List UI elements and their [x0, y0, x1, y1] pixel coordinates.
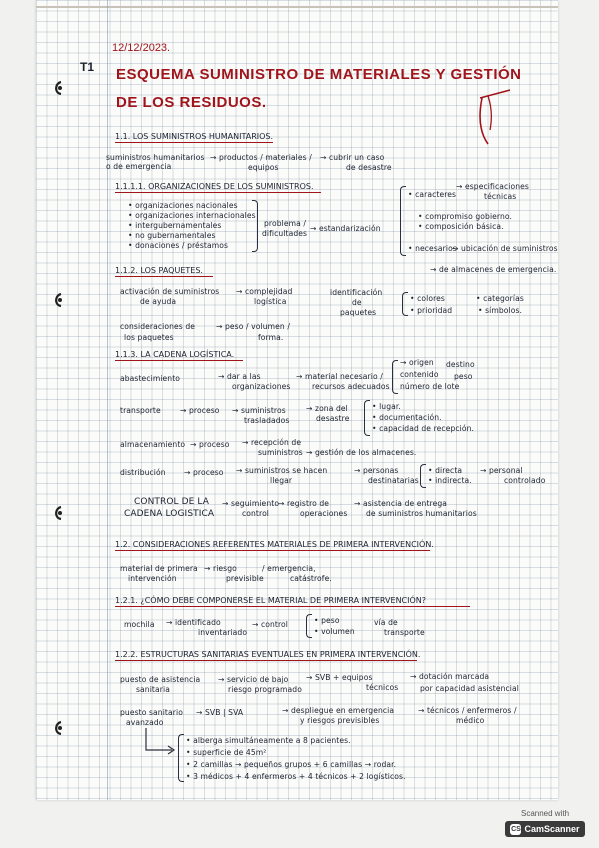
note-text: → de almacenes de emergencia.: [430, 265, 557, 274]
scanner-logo: [505, 821, 585, 837]
note-text: o de emergencia: [106, 162, 172, 171]
scanner-brand: CamScanner: [524, 824, 580, 834]
list-item: • organizaciones nacionales: [128, 201, 238, 210]
list-item: • superficie de 45m²: [186, 748, 267, 757]
margin-line: [107, 0, 108, 800]
note-text: paquetes: [340, 308, 377, 317]
note-text: sanitaria: [136, 685, 170, 694]
note-text: → proceso: [180, 406, 220, 415]
note-text: • volumen: [314, 627, 355, 636]
note-text: los paquetes: [124, 333, 174, 342]
note-text: consideraciones de: [120, 322, 196, 331]
note-text: catástrofe.: [290, 574, 332, 583]
note-text: • indirecta.: [428, 476, 472, 485]
note-text: problema /: [264, 219, 307, 228]
note-text: → peso / volumen /: [216, 322, 290, 331]
section-heading-1-1: 1.1. LOS SUMINISTROS HUMANITARIOS.: [115, 132, 274, 141]
note-text: dificultades: [262, 229, 308, 238]
note-text: • prioridad: [410, 306, 453, 315]
note-text: contenido: [400, 370, 439, 379]
red-pen-mark-icon: [474, 88, 514, 148]
note-text: número de lote: [400, 382, 460, 391]
note-text: → dar a las: [218, 372, 261, 381]
note-text: logística: [254, 297, 287, 306]
section-heading-1-1-2: 1.1.2. LOS PAQUETES.: [115, 266, 203, 275]
note-text: CADENA LOGISTICA: [124, 509, 215, 519]
note-text: • caracteres: [408, 190, 457, 199]
heading-underline: [115, 192, 321, 193]
note-text: destino: [446, 360, 475, 369]
note-text: → recepción de: [242, 438, 302, 447]
note-text: → complejidad: [236, 287, 293, 296]
note-text: → personal: [480, 466, 523, 475]
section-heading-1-2-1: 1.2.1. ¿CÓMO DEBE COMPONERSE EL MATERIAL DE PRIMERA INTERVENCIÓN?: [115, 596, 427, 605]
note-text: → seguimiento: [222, 499, 280, 508]
brace: [252, 200, 258, 252]
note-text: • colores: [410, 294, 445, 303]
note-text: y riesgos previsibles: [300, 716, 380, 725]
note-text: → personas: [354, 466, 399, 475]
note-text: → suministros se hacen: [236, 466, 328, 475]
note-text: • símbolos.: [478, 306, 523, 315]
brace: [420, 464, 426, 488]
note-text: → proceso: [184, 468, 224, 477]
note-text: → proceso: [190, 440, 230, 449]
note-text: de desastre: [346, 163, 392, 172]
note-text: abastecimiento: [120, 374, 181, 383]
note-text: mochila: [124, 620, 155, 629]
note-text: desastre: [316, 414, 350, 423]
section-heading-1-1-1-1: 1.1.1.1. ORGANIZACIONES DE LOS SUMINISTROS.: [115, 182, 314, 191]
note-text: por capacidad asistencial: [420, 684, 519, 693]
note-text: intervención: [128, 574, 177, 583]
note-text: avanzado: [126, 718, 164, 727]
heading-underline: [115, 142, 273, 143]
page-title-line-2: DE LOS RESIDUOS.: [116, 94, 267, 111]
note-text: → control: [252, 620, 288, 629]
note-text: de suministros humanitarios: [366, 509, 477, 518]
note-text: identificación: [330, 288, 383, 297]
binder-hole-icon: [53, 720, 65, 734]
note-text: de ayuda: [140, 297, 177, 306]
note-text: técnicas: [484, 192, 517, 201]
heading-underline: [115, 606, 470, 607]
note-text: → servicio de bajo: [218, 675, 289, 684]
note-text: • necesarios: [408, 244, 457, 253]
note-text: → registro de: [278, 499, 330, 508]
note-text: → SVB + equipos: [306, 673, 373, 682]
note-text: transporte: [384, 628, 425, 637]
scanner-caption: Scanned with: [520, 809, 570, 818]
note-text: → estandarización: [310, 224, 381, 233]
note-text: • composición básica.: [418, 222, 504, 231]
note-text: → especificaciones: [456, 182, 529, 191]
note-text: → cubrir un caso: [320, 153, 385, 162]
note-text: / emergencia,: [262, 564, 316, 573]
note-text: → zona del: [306, 404, 348, 413]
note-text: • peso: [314, 616, 340, 625]
page-title-line-1: ESQUEMA SUMINISTRO DE MATERIALES Y GESTIÓN: [116, 66, 522, 83]
note-text: destinatarias: [368, 476, 419, 485]
list-item: • donaciones / préstamos: [128, 241, 229, 250]
note-text: → despliegue en emergencia: [282, 706, 395, 715]
note-text: transporte: [120, 406, 161, 415]
note-text: • documentación.: [372, 413, 442, 422]
list-item: • 3 médicos + 4 enfermeros + 4 técnicos + 2 logísticos.: [186, 772, 406, 781]
list-item: • intergubernamentales: [128, 221, 222, 230]
heading-underline: [115, 550, 430, 551]
note-text: de: [352, 298, 362, 307]
note-text: → material necesario /: [296, 372, 383, 381]
note-text: inventariado: [198, 628, 248, 637]
note-text: • compromiso gobierno.: [418, 212, 513, 221]
note-text: → asistencia de entrega: [354, 499, 448, 508]
brace: [400, 186, 406, 256]
note-text: forma.: [258, 333, 284, 342]
binder-hole-icon: [53, 292, 65, 306]
note-text: → identificado: [166, 618, 221, 627]
note-text: → gestión de los almacenes.: [306, 448, 417, 457]
note-text: llegar: [270, 476, 293, 485]
note-text: puesto de asistencia: [120, 675, 201, 684]
note-text: riesgo programado: [228, 685, 302, 694]
note-text: → dotación marcada: [410, 672, 490, 681]
list-item: • 2 camillas → pequeños grupos + 6 camillas → rodar.: [186, 760, 397, 769]
heading-underline: [115, 276, 213, 277]
note-text: • categorías: [476, 294, 524, 303]
note-text: control: [242, 509, 270, 518]
note-text: previsible: [226, 574, 264, 583]
note-text: vía de: [374, 618, 398, 627]
note-text: → productos / materiales /: [210, 153, 312, 162]
brace: [402, 292, 408, 316]
page-top-edge: [36, 6, 558, 8]
note-text: médico: [456, 716, 485, 725]
note-text: → riesgo: [204, 564, 237, 573]
camscanner-logo-icon: CS: [511, 825, 521, 833]
section-heading-1-1-3: 1.1.3. LA CADENA LOGÍSTICA.: [115, 350, 235, 359]
note-text: • directa: [428, 466, 463, 475]
section-heading-1-2-2: 1.2.2. ESTRUCTURAS SANITARIAS EVENTUALES EN PRIMERA INTERVENCIÓN.: [115, 650, 421, 659]
note-text: controlado: [504, 476, 546, 485]
note-text: suministros humanitarios: [106, 153, 205, 162]
brace: [306, 614, 312, 638]
note-text: puesto sanitario: [120, 708, 183, 717]
note-text: trasladados: [244, 416, 290, 425]
topic-code: T1: [80, 60, 95, 74]
heading-underline: [115, 360, 243, 361]
note-text: recursos adecuados: [312, 382, 390, 391]
date: 12/12/2023.: [112, 42, 171, 54]
section-heading-1-2: 1.2. CONSIDERACIONES REFERENTES MATERIALES DE PRIMERA INTERVENCIÓN.: [115, 540, 434, 549]
heading-underline: [115, 660, 417, 661]
corner-arrow-icon: [142, 728, 182, 756]
note-text: almacenamiento: [120, 440, 186, 449]
note-text: material de primera: [120, 564, 198, 573]
note-text: → suministros: [232, 406, 286, 415]
note-text: operaciones: [300, 509, 348, 518]
binder-hole-icon: [53, 80, 65, 94]
note-text: → técnicos / enfermeros /: [418, 706, 517, 715]
brace: [364, 400, 370, 436]
brace: [392, 360, 398, 394]
note-text: → origen: [400, 358, 434, 367]
note-text: CONTROL DE LA: [134, 497, 209, 507]
note-text: → SVB | SVA: [196, 708, 244, 717]
note-text: • lugar.: [372, 402, 401, 411]
list-item: • alberga simultáneamente a 8 pacientes.: [186, 736, 351, 745]
list-item: • organizaciones internacionales: [128, 211, 256, 220]
binder-hole-icon: [53, 505, 65, 519]
note-text: técnicos: [366, 683, 399, 692]
note-text: • capacidad de recepción.: [372, 424, 475, 433]
note-text: organizaciones: [232, 382, 291, 391]
note-text: peso: [454, 372, 473, 381]
list-item: • no gubernamentales: [128, 231, 216, 240]
note-text: activación de suministros: [120, 287, 220, 296]
note-text: distribución: [120, 468, 166, 477]
brace: [178, 734, 184, 782]
note-text: suministros: [258, 448, 303, 457]
note-text: → ubicación de suministros: [452, 244, 558, 253]
note-text: equipos: [248, 163, 279, 172]
